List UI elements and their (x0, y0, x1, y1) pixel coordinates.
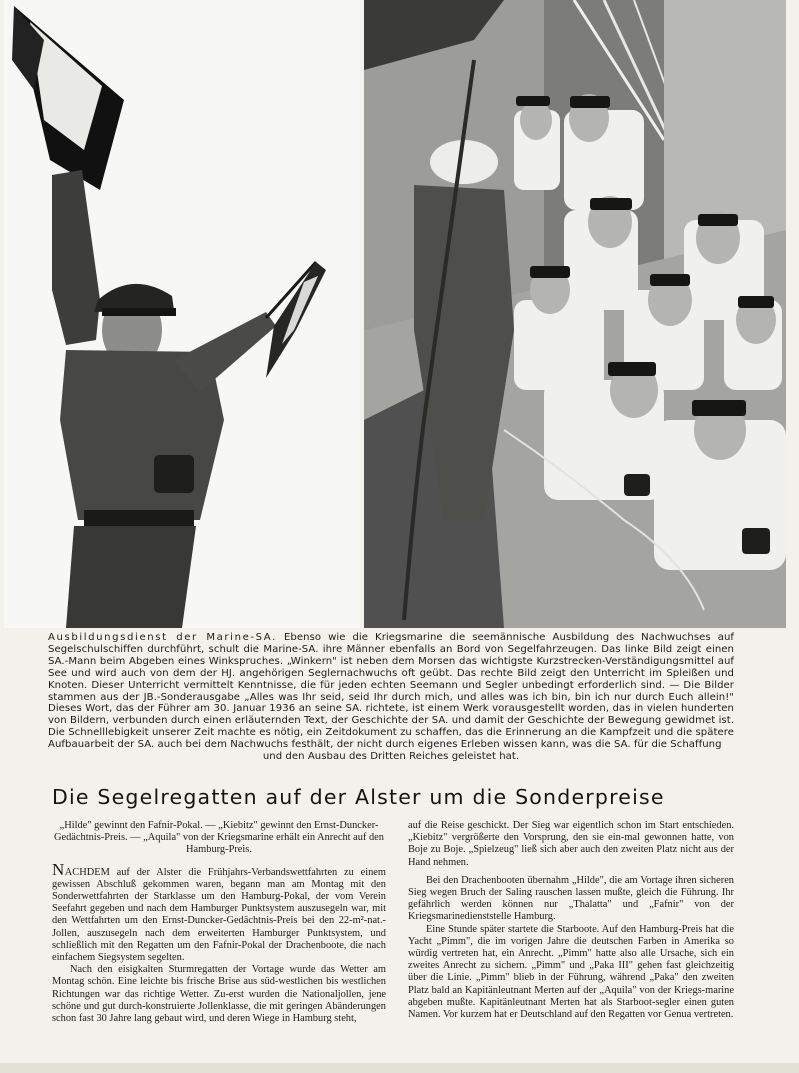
article-paragraph: Nach den eisigkalten Sturmregatten der Vortage wurde das Wetter am Montag schön. Eine leichte bis frische Brise aus süd-westlichen bis westlichen Richtungen war das richtige Wetter. Zu-erst wurden die Nationaljollen, jene schöne und gut durch-konstruierte Jollenklasse, die mit geringen Abänderungen schon fast 30 Jahre lang gebaut wird, und deren Wiege in Hamburg steht, (52, 964, 386, 1025)
caption-text: Ebenso wie die Kriegsmarine die seemännische Ausbildung des Nachwuchses auf Segelschulschiffen durchführt, schult die Marine-SA. ihre Männer ebenfalls an Bord von Segelfahrzeugen. Das linke Bild zeigt einen SA.-Mann beim Abgeben eines Winkspruches. „Winkern" ist neben dem Morsen das wichtigste Kurzstrecken-Verständigungsmittel auf See und wird auch von dem der HJ. angehörigen Seglernachwuchs oft geübt. Das rechte Bild zeigt den Unterricht im Spleißen und Knoten. Dieser Unterricht vermittelt Kenntnisse, die für jeden echten Seemann und Segler unbedingt erforderlich sind. — Die Bilder stammen aus der JB.-Sonderausgabe „Alles was Ihr seid, seid Ihr durch mich, und alles was ich bin, bin ich nur durch Euch allein!" Dieses Wort, das der Führer am 30. Januar 1936 an seine SA. richtete, ist einem Werk vorausgestellt worden, das in vielen hunderten von Bildern, verbunden durch einen erläuternden Text, der Geschichte der SA. und damit der Geschichte der Bewegung gewidmet ist. Die Schnelllebigkeit unserer Zeit machte es nötig, ein Zeitdokument zu schaffen, das die Erinnerung an die Kampfzeit und die spätere Aufbauarbeit der SA. auch bei dem Nachwuchs festhält, der nicht durch eigenes Erleben wissen kann, was die SA. für die Schaffung (48, 632, 735, 751)
knot-training-illustration (364, 0, 786, 628)
photo-caption (48, 632, 734, 763)
knot-training-photo (364, 0, 786, 628)
paragraph-text: ACHDEM auf der Alster die Frühjahrs-Verbandswettfahrten zu einem gewissen Abschluß gekommen waren, begann man am Montag mit den Sonderwettfahrten der Starklasse um den Hamburg-Pokal, der vom Verein Seefahrt gegeben und nach dem Hamburger Punktsystem auszusegeln war, mit den Wettfahrten um den Ernst-Duncker-Gedächtnis-Preis bei den 22-m²-nat.-Jollen, auszusegeln nach dem erweiterten Hamburger Punktsystem, und schließlich mit den Regatten um den Fafnir-Pokal der Drachenboote, die nach einfachem Siegsystem segelten. (52, 866, 386, 964)
page-bottom-edge (0, 1063, 799, 1073)
article-paragraph: auf die Reise geschickt. Der Sieg war eigentlich schon im Start entschieden. „Kiebitz" vergrößerte den Vorsprung, den sie ein-mal gewonnen hatte, von Boje zu Boje. „Spielzeug" ließ sich aber auch den zweiten Platz nicht aus der Hand nehmen. (408, 820, 734, 868)
semaphore-signal-photo (4, 0, 360, 628)
article-column-left (52, 820, 386, 1025)
drop-cap: N (52, 859, 65, 879)
article-headline: Die Segelregatten auf der Alster um die Sonderpreise (52, 785, 665, 809)
article-column-right (408, 820, 734, 1021)
article-subhead: „Hilde" gewinnt den Fafnir-Pokal. — „Kiebitz" gewinnt den Ernst-Duncker-Gedächtnis-Preis. — „Aquila" von der Kriegsmarine erhält ein Anrecht auf den Hamburg-Preis. (54, 820, 384, 856)
caption-last-line: und den Ausbau des Dritten Reiches geleistet hat. (262, 751, 520, 763)
semaphore-signal-illustration (4, 0, 360, 628)
caption-lead: Ausbildungsdienst der Marine-SA. (48, 632, 277, 643)
article-paragraph (52, 859, 386, 965)
article-paragraph: Bei den Drachenbooten übernahm „Hilde", die am Vortage ihren sicheren Sieg wegen Bruch der Saling rauschen lassen mußte, gleich die Führung. Ihr gefährlich werden können nur „Thalatta" und „Fafnir" von der Kriegsmarinedienststelle Hamburg. (408, 874, 734, 923)
article-paragraph: Eine Stunde später startete die Starboote. Auf den Hamburg-Preis hat die Yacht „Pimm", die im vorigen Jahre die deutschen Farben in Amerika so würdig vertreten hat, ein Anrecht. „Pimm" hatte also alle Ursache, sich ein zweites Anrecht zu sichern. „Pimm" und „Paka III" gehen fast gleichzeitig über die Linie. „Pimm" blieb in der Führung, während „Paka" den zweiten Platz bald an Kapitänleutnant Merten auf der „Aquila" von der Kriegs-marine abgeben mußte. Kapitänleutnant Merten hat als Starboot-segler einen guten Namen. Vor kurzem hat er Deutschland auf den Regatten vor Genua vertreten. (408, 923, 734, 1021)
